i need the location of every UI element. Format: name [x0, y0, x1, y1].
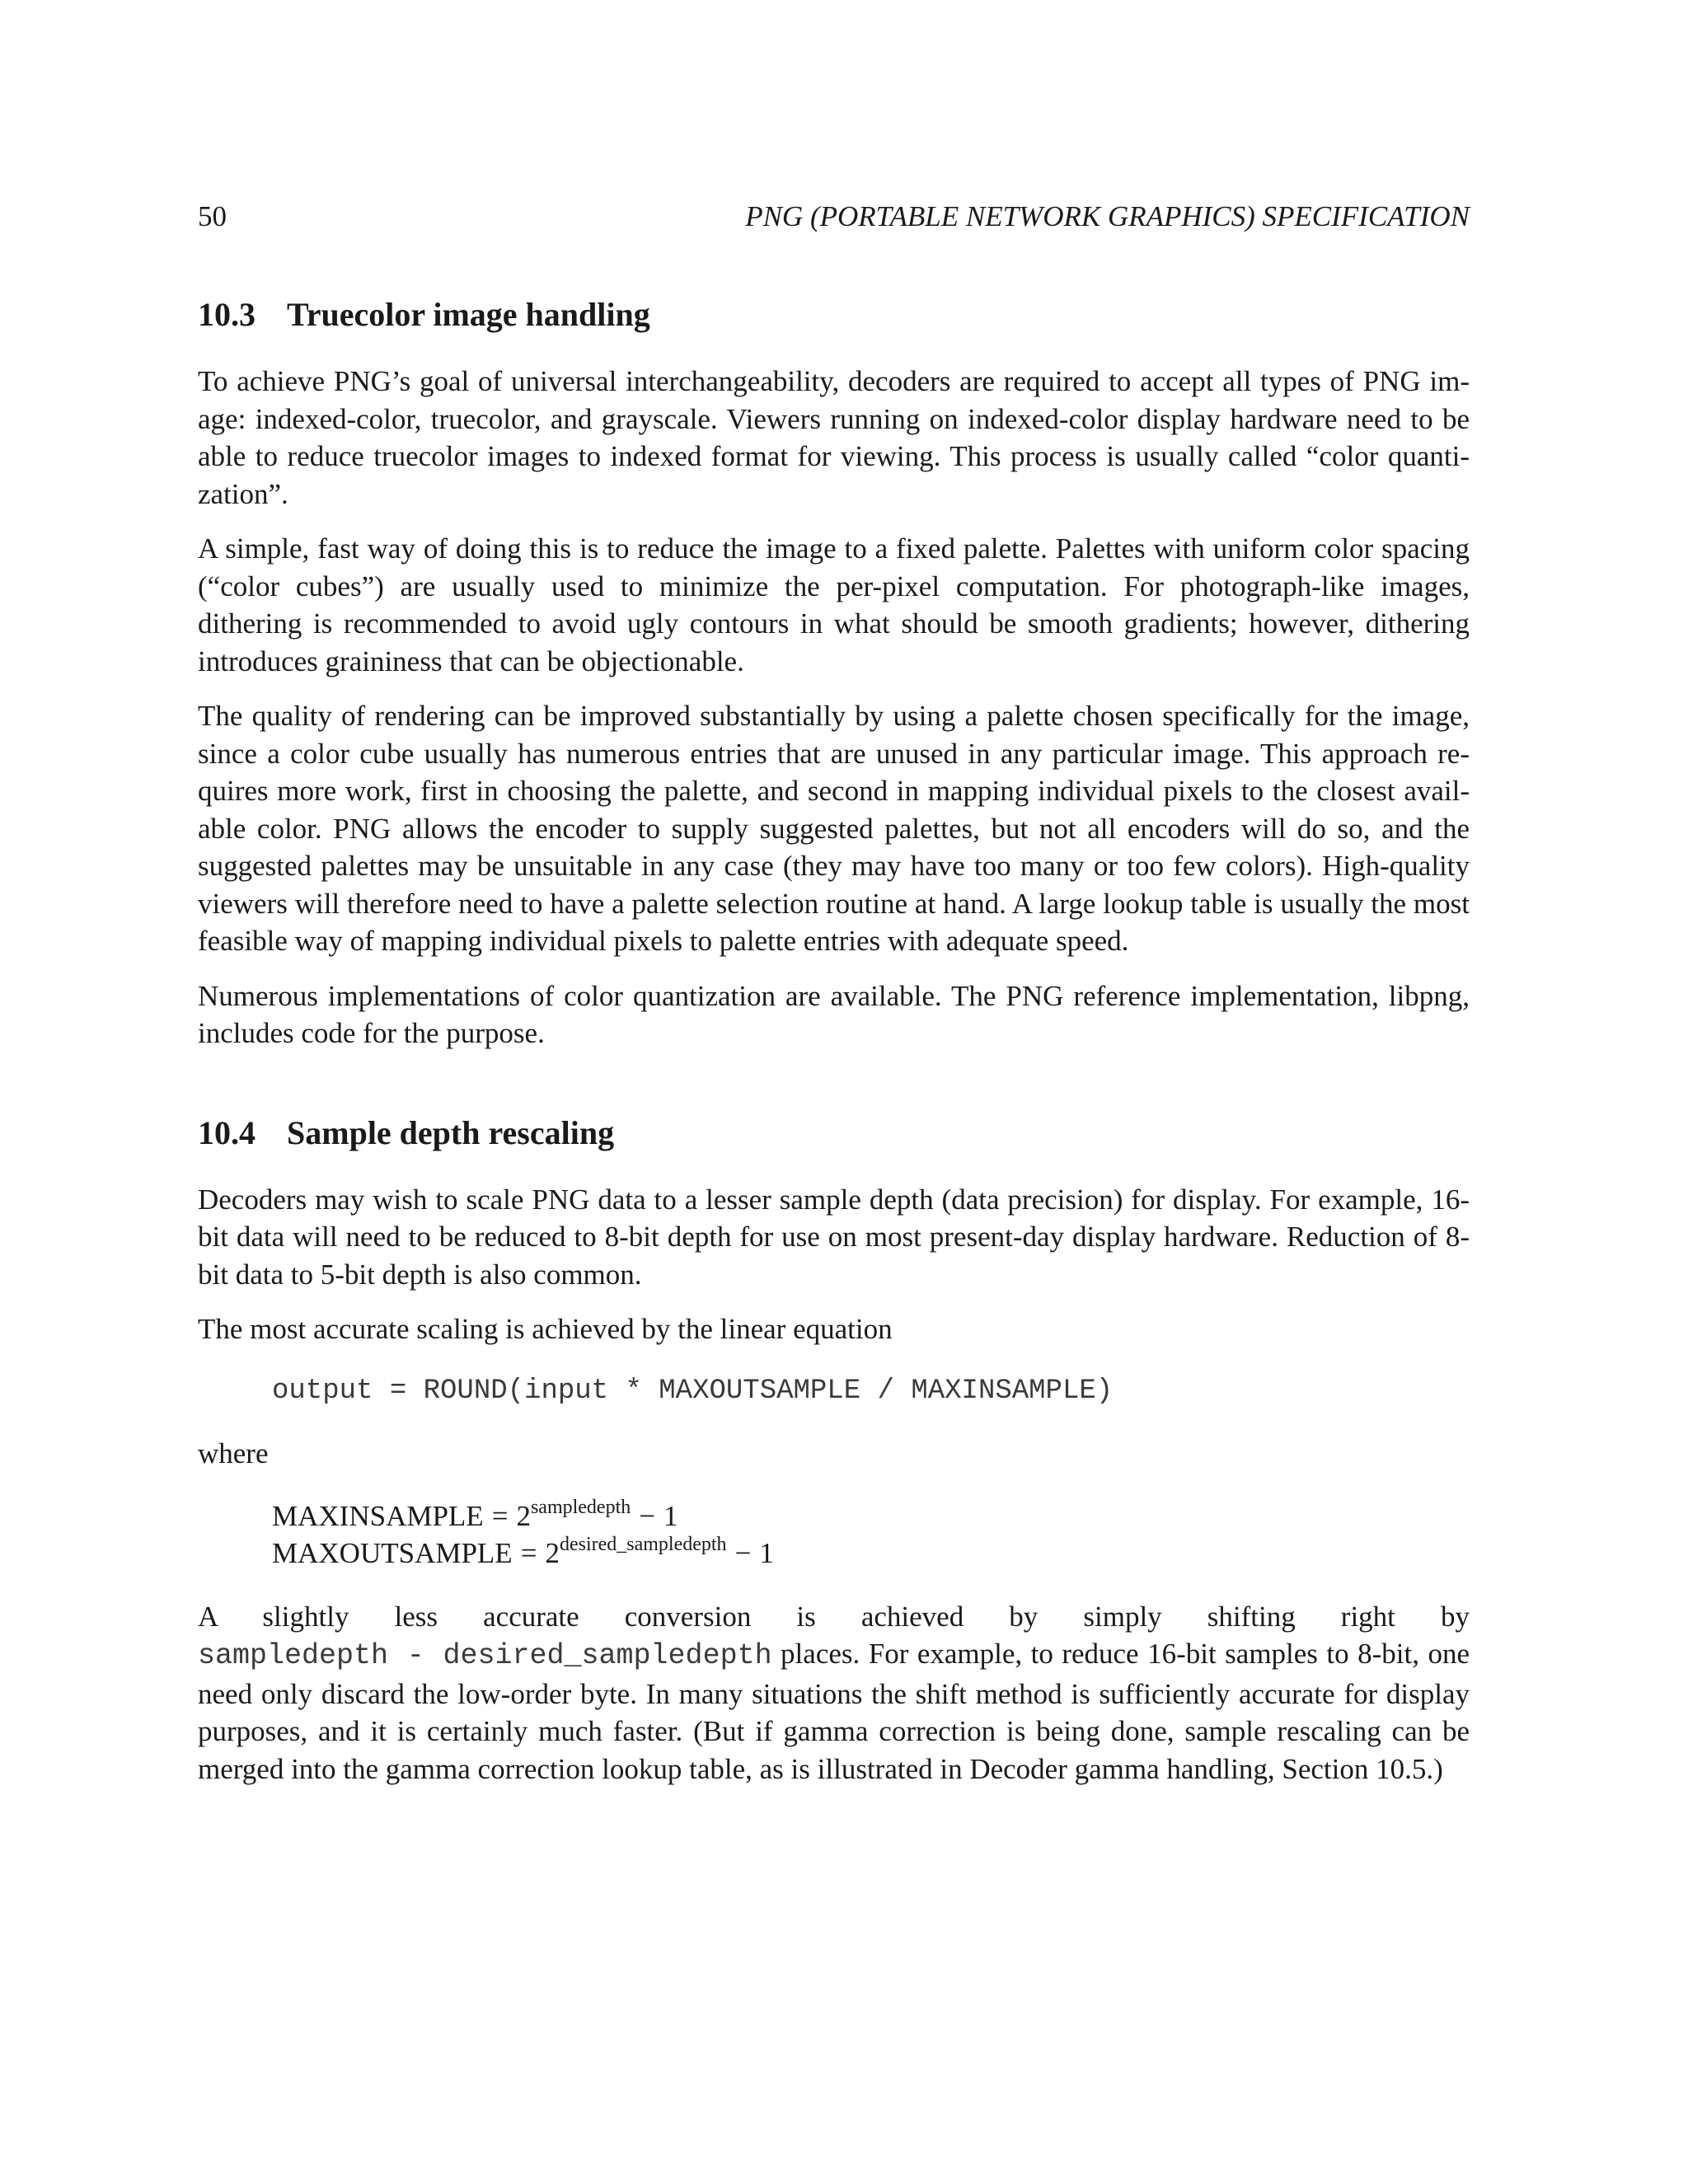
eq-lhs: MAXINSAMPLE [272, 1499, 484, 1532]
maxinsample-equation [272, 1497, 1470, 1535]
eq-equals: = [520, 1536, 537, 1569]
eq-minus: − [734, 1536, 752, 1569]
paragraph-shift-method [198, 1598, 1470, 1788]
paragraph: Decoders may wish to scale PNG data to a lesser sample depth (data precision) for display. For example, 16-bit data will need to be reduced to 8-bit depth for use on most present-day display hardware. Reduction of 8-bit data to 5-bit depth is also common. [198, 1183, 1470, 1291]
paragraph: A simple, fast way of doing this is to reduce the image to a fixed palette. Palettes with uniform color spacing (“color cubes”) are usually used to minimize the per-pixel computation. For photograph-like images, dithering is recommended to avoid ugly contours in what should be smooth gradients; however, dithering introduces graininess that can be objectionable. [198, 532, 1470, 677]
section-heading-10-4 [198, 1112, 1470, 1155]
paragraph-text: places. For example, to reduce 16-bit samples to 8-bit, one need only discard the low-order byte. In many situations the shift method is sufficiently accurate for display purposes, and it is certainly much faster. (But if gamma correction is being done, sample rescaling can be merged into the gamma correction lookup table, as is illustrated in Decoder gamma handling, Section 10.5.) [198, 1638, 1470, 1785]
eq-base: 2 [545, 1536, 560, 1569]
where-label: where [198, 1437, 269, 1469]
eq-exponent: sampledepth [530, 1496, 631, 1518]
eq-equals: = [491, 1499, 509, 1532]
section-number: 10.3 [198, 296, 256, 333]
eq-one: 1 [663, 1499, 678, 1532]
section-title: Sample depth rescaling [287, 1113, 615, 1151]
page-number: 50 [198, 200, 227, 232]
inline-code: sampledepth - desired_sampledepth [198, 1639, 772, 1672]
max-sample-definitions [198, 1497, 1470, 1572]
eq-base: 2 [516, 1499, 531, 1532]
eq-one: 1 [759, 1536, 774, 1569]
running-title: PNG (PORTABLE NETWORK GRAPHICS) SPECIFICATION [745, 200, 1470, 232]
scaling-equation-code: output = ROUND(input * MAXOUTSAMPLE / MAXINSAMPLE) [272, 1375, 1114, 1407]
paragraph: To achieve PNG’s goal of universal interchangeability, decoders are required to accept all types of PNG image: indexed-color, truecolor, and grayscale. Viewers running on indexed-color display hardware need to be able to reduce truecolor images to indexed format for viewing. This process is usually called “color quantization”. [198, 365, 1470, 510]
eq-minus: − [639, 1499, 656, 1532]
paragraph: The most accurate scaling is achieved by the linear equation [198, 1313, 893, 1345]
paragraph: The quality of rendering can be improved substantially by using a palette chosen specifically for the image, since a color cube usually has numerous entries that are unused in any particular image. This approach requires more work, first in choosing the palette, and second in mapping individual pixels to the closest available color. PNG allows the encoder to supply suggested palettes, but not all encoders will do so, and the suggested palettes may be unsuitable in any case (they may have too many or too few colors). High-quality viewers will therefore need to have a palette selection routine at hand. A large lookup table is usually the most feasible way of mapping individual pixels to palette entries with adequate speed. [198, 700, 1470, 957]
maxoutsample-equation [272, 1535, 1470, 1572]
section-heading-10-3 [198, 293, 1470, 336]
paragraph: Numerous implementations of color quantization are available. The PNG reference implementation, libpng, includes code for the purpose. [198, 979, 1470, 1049]
eq-exponent: desired_sampledepth [559, 1533, 727, 1555]
paragraph-text: A slightly less accurate conversion is achieved by simply shifting right by [198, 1600, 1470, 1633]
page-body [198, 191, 1470, 1788]
eq-lhs: MAXOUTSAMPLE [272, 1536, 513, 1569]
section-title: Truecolor image handling [287, 296, 650, 333]
section-number: 10.4 [198, 1113, 256, 1151]
